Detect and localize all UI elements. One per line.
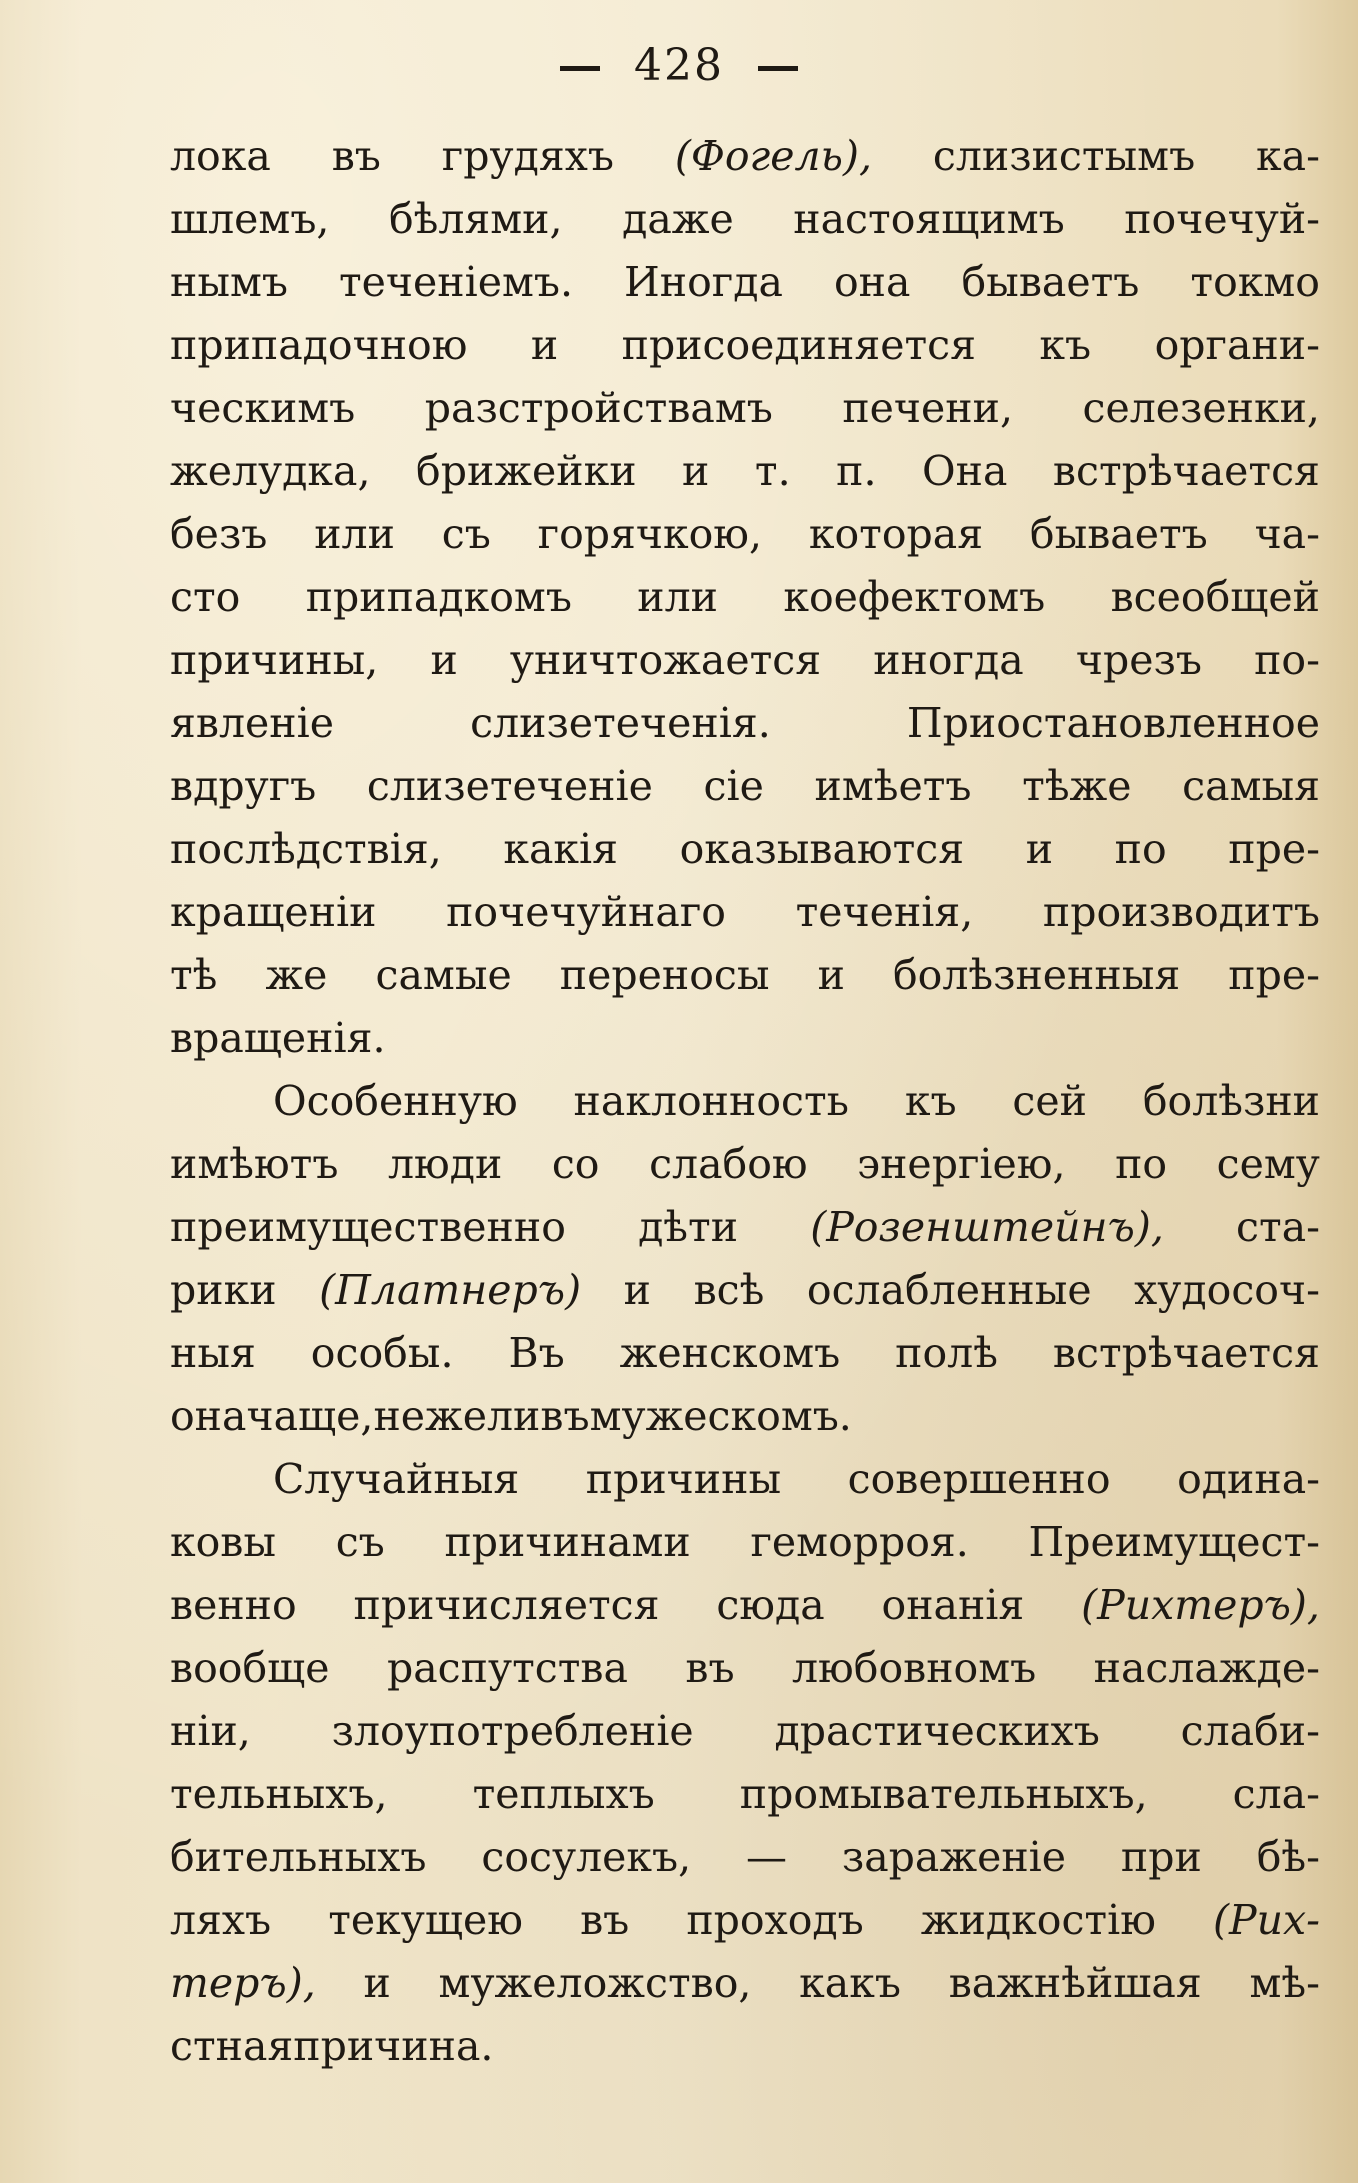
text-line: безъ или съ горячкою, которая бываетъ ча- <box>170 510 1320 558</box>
text-line: теръ), и мужеложство, какъ важнѣйшая мѣ- <box>170 1959 1320 2007</box>
text-line: лока въ грудяхъ (Фогель), слизистымъ ка- <box>170 132 1320 180</box>
text-line: сто припадкомъ или коефектомъ всеобщей <box>170 573 1320 621</box>
page-number: 428 <box>634 40 724 91</box>
text-line: тѣ же самые переносы и болѣзненныя пре- <box>170 951 1320 999</box>
text-line: имѣютъ люди со слабою энергiею, по сему <box>170 1140 1320 1188</box>
text-line: вдругъ слизетеченiе сiе имѣетъ тѣже самыя <box>170 762 1320 810</box>
text-line: явленiе слизетеченiя. Приостановленное <box>170 699 1320 747</box>
text-line: ческимъ разстройствамъ печени, селезенки, <box>170 384 1320 432</box>
header-dash-left <box>560 66 600 71</box>
text-line: она чаще, нежели въ мужескомъ. <box>170 1392 852 1440</box>
text-line: нымъ теченiемъ. Иногда она бываетъ токмо <box>170 258 1320 306</box>
text-line: ковы съ причинами геморроя. Преимущест- <box>170 1518 1320 1566</box>
text-line: стная причина. <box>170 2022 494 2070</box>
text-line: нiи, злоупотребленiе драстическихъ слаби- <box>170 1707 1320 1755</box>
text-line: венно причисляется сюда онанiя (Рихтеръ), <box>170 1581 1320 1629</box>
text-line: Особенную наклонность къ сей болѣзни <box>273 1077 1320 1125</box>
text-line: кращенiи почечуйнаго теченiя, производитъ <box>170 888 1320 936</box>
text-line: бительныхъ сосулекъ, — зараженiе при бѣ- <box>170 1833 1320 1881</box>
text-line: вращенiя. <box>170 1014 386 1062</box>
text-line: ныя особы. Въ женскомъ полѣ встрѣчается <box>170 1329 1320 1377</box>
paragraph <box>170 1448 1320 2078</box>
paragraph <box>170 125 1320 1070</box>
paragraph <box>170 1070 1320 1448</box>
text-line: тельныхъ, теплыхъ промывательныхъ, сла- <box>170 1770 1320 1818</box>
text-line: шлемъ, бѣлями, даже настоящимъ почечуй- <box>170 195 1320 243</box>
text-line: вообще распутства въ любовномъ наслажде- <box>170 1644 1320 1692</box>
text-line: припадочною и присоединяется къ органи- <box>170 321 1320 369</box>
text-line: рики (Платнеръ) и всѣ ослабленные худосоч- <box>170 1266 1320 1314</box>
text-line: желудка, брижейки и т. п. Она встрѣчается <box>170 447 1320 495</box>
header-dash-right <box>758 66 798 71</box>
body-text <box>170 125 1320 2078</box>
text-line: ляхъ текущею въ проходъ жидкостiю (Рих- <box>170 1896 1320 1944</box>
text-line: Случайныя причины совершенно одина- <box>273 1455 1320 1503</box>
page-header <box>0 38 1358 94</box>
text-line: причины, и уничтожается иногда чрезъ по- <box>170 636 1320 684</box>
text-line: преимущественно дѣти (Розенштейнъ), ста- <box>170 1203 1320 1251</box>
text-line: послѣдствiя, какiя оказываются и по пре- <box>170 825 1320 873</box>
